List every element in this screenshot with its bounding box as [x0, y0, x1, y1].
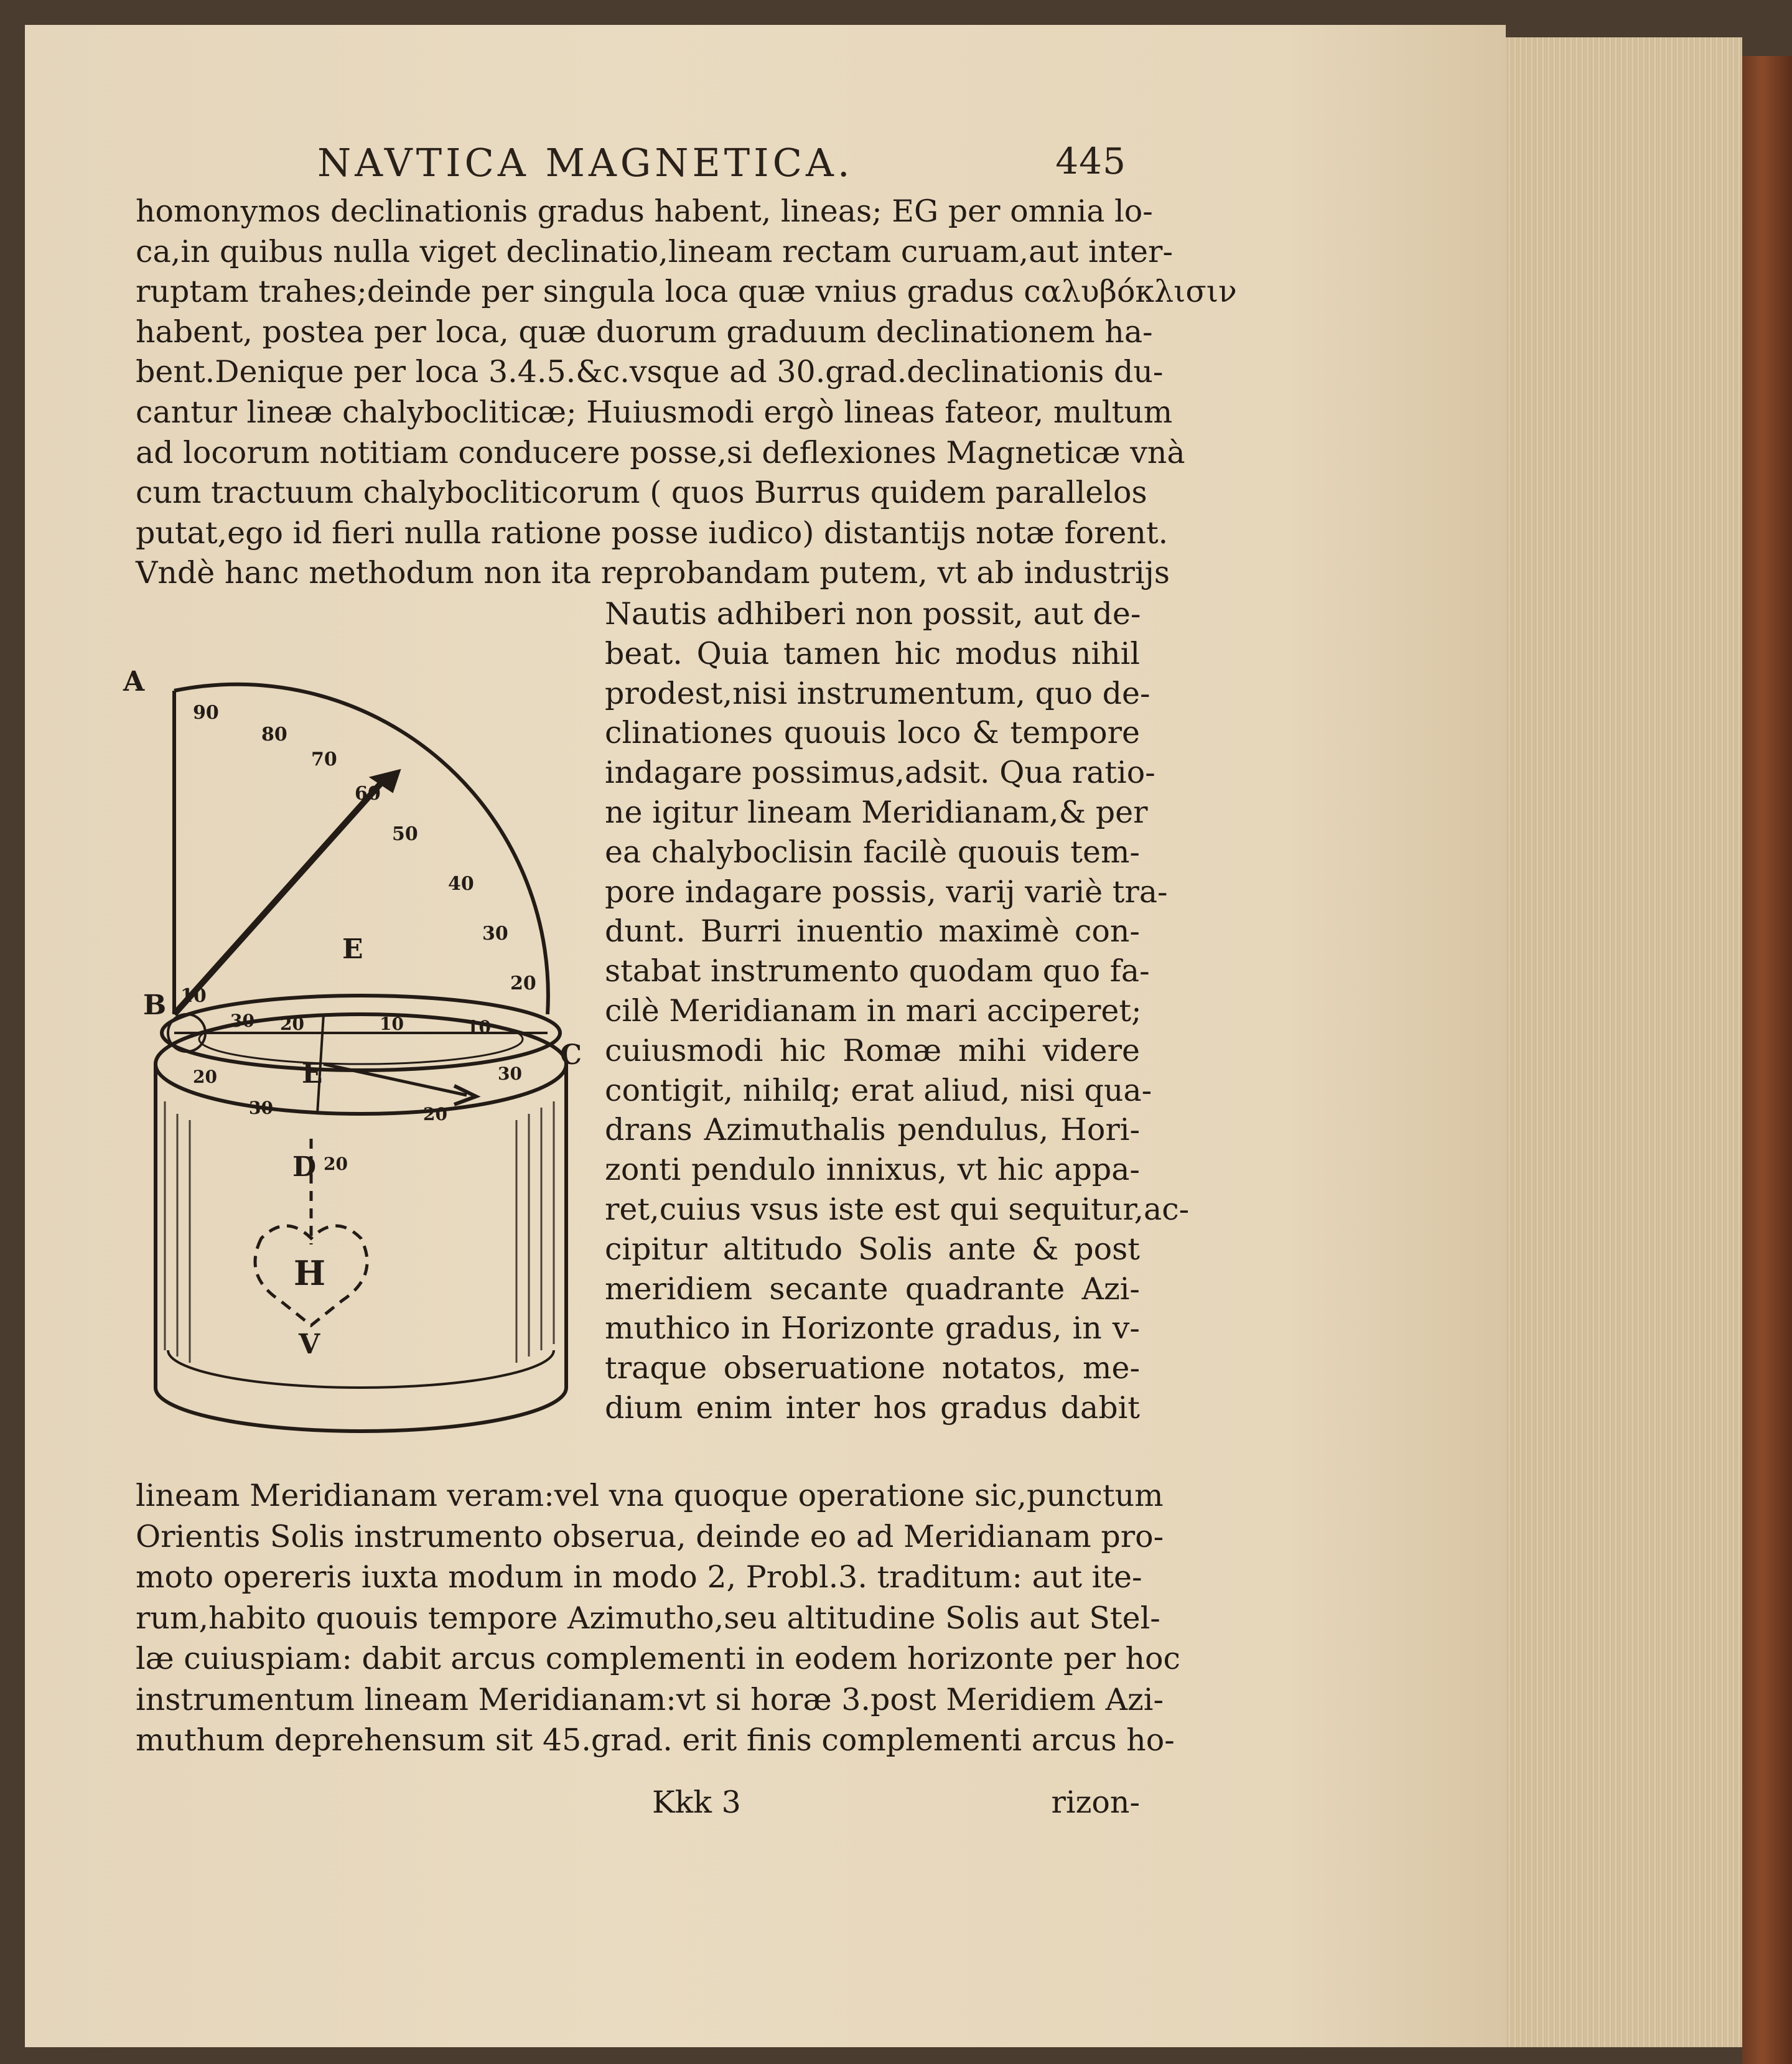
- running-title: NAVTICA MAGNETICA.: [317, 140, 854, 185]
- ring-degree: 10: [380, 1014, 404, 1034]
- text-line: lineam Meridianam veram:vel vna quoque operatione sic,punctum: [136, 1478, 1164, 1513]
- text-line: ea chalyboclisin facilè quouis tem-: [605, 834, 1140, 870]
- text-line: cantur lineæ chalybocliticæ; Huiusmodi ergò lineas fateor, multum: [136, 395, 1173, 430]
- ring-degree: 20: [423, 1104, 447, 1124]
- quadrant-degree: 40: [448, 873, 474, 895]
- figure-label-d: D: [292, 1151, 317, 1183]
- ring-degree: 30: [230, 1011, 254, 1031]
- quadrant-degree: 70: [311, 749, 337, 770]
- text-line: cum tractuum chalybocliticorum ( quos Burrus quidem parallelos: [136, 475, 1147, 511]
- quadrant-degree: 10: [180, 985, 207, 1007]
- figure-label-v: V: [299, 1329, 320, 1360]
- text-line: ne igitur lineam Meridianam,& per: [605, 795, 1148, 830]
- text-line: cuiusmodi hic Romæ mihi videre: [605, 1032, 1140, 1068]
- text-line: homonymos declinationis gradus habent, lineas; EG per omnia lo-: [136, 194, 1153, 229]
- quadrant-degree: 30: [482, 923, 508, 945]
- text-line: indagare possimus,adsit. Qua ratio-: [605, 755, 1155, 791]
- text-line: stabat instrumento quodam quo fa-: [605, 953, 1150, 989]
- quadrant-degree: 80: [261, 724, 287, 745]
- text-line: prodest,nisi instrumentum, quo de-: [605, 675, 1150, 711]
- page-number: 445: [1055, 140, 1126, 182]
- quadrant-degree: 50: [392, 823, 418, 845]
- ring-degree: 30: [249, 1098, 273, 1118]
- text-line: rum,habito quouis tempore Azimutho,seu altitudine Solis aut Stel-: [136, 1600, 1160, 1636]
- quadrant-degree: 90: [193, 702, 219, 724]
- text-line: beat. Quia tamen hic modus nihil: [605, 635, 1140, 671]
- figure-label-c: C: [560, 1039, 582, 1071]
- ring-degree: 20: [193, 1067, 217, 1087]
- ring-degree: 30: [498, 1063, 522, 1084]
- running-head: [317, 134, 1126, 190]
- signature-mark: Kkk 3: [652, 1785, 741, 1820]
- text-line: bent.Denique per loca 3.4.5.&c.vsque ad 30.grad.declinationis du-: [136, 354, 1164, 390]
- text-line: Nautis adhiberi non possit, aut de-: [605, 596, 1141, 632]
- quadrant-degree: 20: [510, 973, 536, 994]
- text-line: drans Azimuthalis pendulus, Hori-: [605, 1112, 1140, 1148]
- text-line: dunt. Burri inuentio maximè con-: [605, 913, 1140, 950]
- text-line: pore indagare possis, varij variè tra-: [605, 874, 1168, 910]
- page-footer: [136, 1785, 1140, 1824]
- instrument-illustration: [118, 666, 597, 1450]
- text-line: ca,in quibus nulla viget declinatio,lineam rectam curuam,aut inter-: [136, 233, 1174, 269]
- text-line: muthico in Horizonte gradus, in v-: [605, 1310, 1140, 1347]
- text-line: meridiem secante quadrante Azi-: [605, 1271, 1140, 1307]
- text-line: clinationes quouis loco & tempore: [605, 715, 1140, 751]
- text-line: moto opereris iuxta modum in modo 2, Probl.3. traditum: aut ite-: [136, 1559, 1142, 1595]
- text-line: cipitur altitudo Solis ante & post: [605, 1231, 1140, 1267]
- figure-label-e-upper: E: [342, 933, 363, 965]
- text-line: traque obseruatione notatos, me-: [605, 1350, 1140, 1386]
- text-line: Vndè hanc methodum non ita reprobandam putem, vt ab industrijs: [136, 555, 1170, 591]
- figure-label-e-lower: E: [302, 1058, 323, 1090]
- text-line: muthum deprehensum sit 45.grad. erit finis complementi arcus ho-: [136, 1722, 1175, 1758]
- figure-label-h: H: [294, 1253, 326, 1293]
- text-line: dium enim inter hos gradus dabit: [605, 1390, 1140, 1426]
- text-line: putat,ego id fieri nulla ratione posse iudico) distantijs notæ forent.: [136, 515, 1169, 551]
- figure-label-a: A: [123, 666, 145, 698]
- quadrant-degree: 60: [355, 783, 381, 805]
- text-line: cilè Meridianam in mari acciperet;: [605, 993, 1142, 1029]
- text-line: contigit, nihilq; erat aliud, nisi qua-: [605, 1072, 1152, 1108]
- text-line: instrumentum lineam Meridianam:vt si horæ 3.post Meridiem Azi-: [136, 1681, 1164, 1717]
- book-cover-edge: [1742, 56, 1792, 2064]
- text-line: zonti pendulo innixus, vt hic appa-: [605, 1152, 1140, 1188]
- catchword: rizon-: [1051, 1785, 1140, 1820]
- text-line: læ cuiuspiam: dabit arcus complementi in eodem horizonte per hoc: [136, 1641, 1180, 1676]
- text-line: habent, postea per loca, quæ duorum graduum declinationem ha-: [136, 314, 1153, 350]
- text-line: ad locorum notitiam conducere posse,si deflexiones Magneticæ vnà: [136, 434, 1185, 470]
- woodcut-figure: [118, 666, 597, 1450]
- text-line: Orientis Solis instrumento obserua, deinde eo ad Meridianam pro-: [136, 1518, 1164, 1554]
- text-line: ret,cuius vsus iste est qui sequitur,ac-: [605, 1192, 1190, 1227]
- ring-degree: 20: [324, 1154, 348, 1174]
- ring-degree: 20: [280, 1014, 304, 1034]
- page-edges: [1506, 37, 1742, 2047]
- text-line: ruptam trahes;deinde per singula loca quæ vnius gradus ϲαλυβόκλισιν: [136, 274, 1237, 310]
- ring-degree: 10: [467, 1017, 491, 1037]
- figure-label-b: B: [143, 989, 167, 1021]
